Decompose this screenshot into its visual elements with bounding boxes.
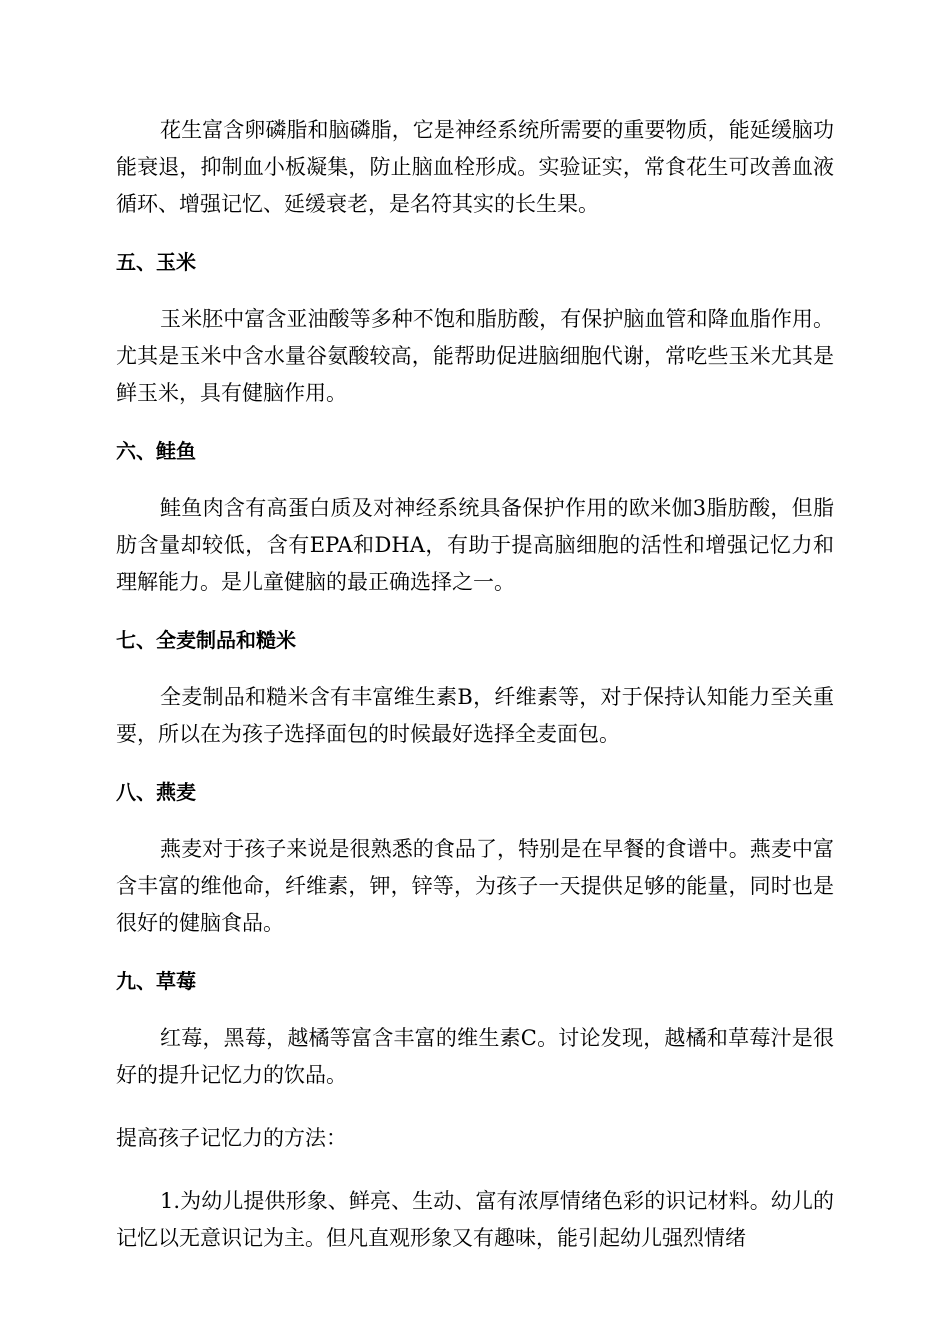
paragraph-methods-intro: 提高孩子记忆力的方法： (116, 1126, 347, 1150)
heading-corn: 五、玉米 (116, 250, 196, 274)
paragraph-salmon: 鲑鱼肉含有高蛋白质及对神经系统具备保护作用的欧米伽3脂肪酸，但脂肪含量却较低，含有EPA和DHA，有助于提高脑细胞的活性和增强记忆力和理解能力。是儿童健脑的最正确选择之一。 (116, 496, 834, 594)
paragraph-wholegrain: 全麦制品和糙米含有丰富维生素B，纤维素等，对于保持认知能力至关重要，所以在为孩子选择面包的时候最好选择全麦面包。 (116, 685, 834, 746)
paragraph-strawberry: 红莓，黑莓，越橘等富含丰富的维生素C。讨论发现，越橘和草莓汁是很好的提升记忆力的饮品。 (116, 1026, 834, 1087)
paragraph-method-1: 1.为幼儿提供形象、鲜亮、生动、富有浓厚情绪色彩的识记材料。幼儿的记忆以无意识记为主。但凡直观形象又有趣味，能引起幼儿强烈情绪 (116, 1189, 834, 1250)
paragraph-peanut: 花生富含卵磷脂和脑磷脂，它是神经系统所需要的重要物质，能延缓脑功能衰退，抑制血小板凝集，防止脑血栓形成。实验证实，常食花生可改善血液循环、增强记忆、延缓衰老，是名符其实的长生果。 (116, 118, 834, 216)
heading-strawberry: 九、草莓 (116, 969, 196, 993)
paragraph-oats: 燕麦对于孩子来说是很熟悉的食品了，特别是在早餐的食谱中。燕麦中富含丰富的维他命，纤维素，钾，锌等，为孩子一天提供足够的能量，同时也是很好的健脑食品。 (116, 837, 834, 935)
heading-oats: 八、燕麦 (116, 780, 196, 804)
heading-salmon: 六、鲑鱼 (116, 439, 196, 463)
paragraph-corn: 玉米胚中富含亚油酸等多种不饱和脂肪酸，有保护脑血管和降血脂作用。尤其是玉米中含水量谷氨酸较高，能帮助促进脑细胞代谢，常吃些玉米尤其是鲜玉米，具有健脑作用。 (116, 307, 834, 405)
heading-wholegrain: 七、全麦制品和糙米 (116, 628, 296, 652)
document-body (116, 112, 834, 1283)
